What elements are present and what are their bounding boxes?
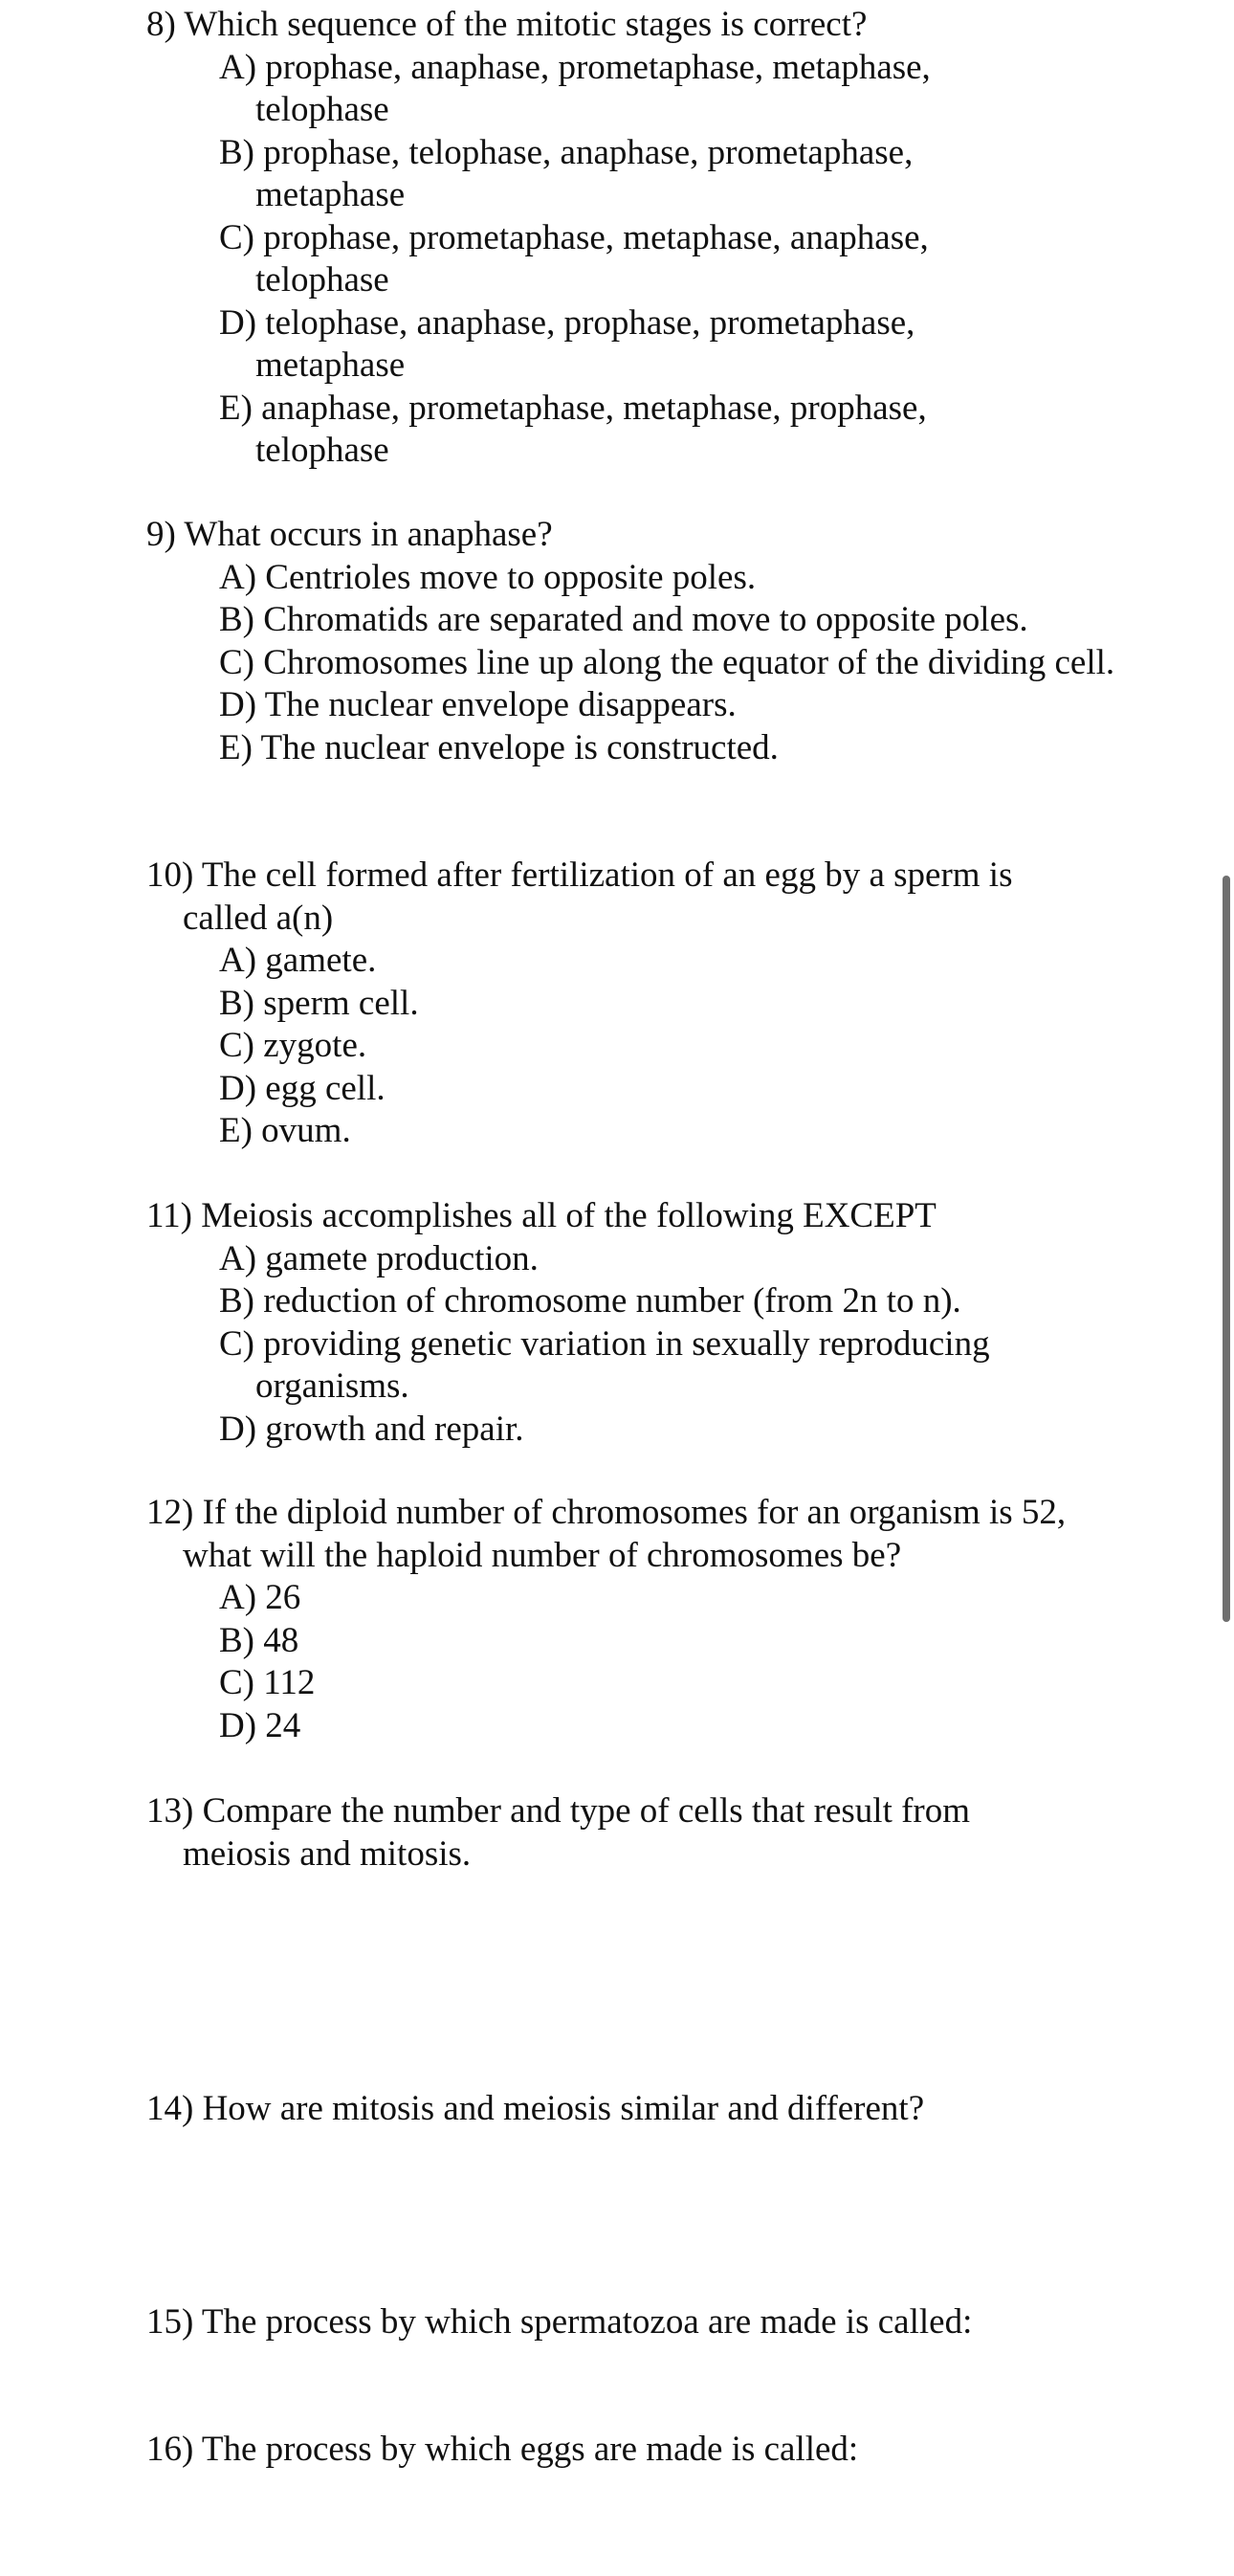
question-stem: 8) Which sequence of the mitotic stages is correct?	[146, 5, 868, 44]
answer-option: B) sperm cell.	[219, 983, 419, 1023]
answer-option: D) 24	[219, 1705, 301, 1745]
answer-options	[146, 557, 1115, 770]
answer-option: A) Centrioles move to opposite poles.	[219, 557, 757, 597]
question-9	[146, 514, 1115, 769]
question-16	[146, 2429, 1103, 2472]
answer-option: B) prophase, telophase, anaphase, prometaphase, metaphase	[219, 132, 914, 214]
answer-option: E) anaphase, prometaphase, metaphase, prophase, telophase	[219, 388, 927, 470]
answer-option: A) gamete production.	[219, 1238, 539, 1278]
answer-option: B) Chromatids are separated and move to opposite poles.	[219, 600, 1028, 639]
question-stem: 16) The process by which eggs are made is called:	[146, 2430, 859, 2469]
question-stem: 13) Compare the number and type of cells that result from meiosis and mitosis.	[146, 1791, 971, 1874]
answer-option: A) 26	[219, 1578, 301, 1617]
answer-option: B) reduction of chromosome number (from 2n to n).	[219, 1281, 961, 1321]
answer-option: B) 48	[219, 1620, 299, 1660]
question-stem: 9) What occurs in anaphase?	[146, 515, 553, 554]
answer-options	[146, 940, 1103, 1153]
question-13	[146, 1790, 1103, 1876]
answer-option: D) egg cell.	[219, 1068, 386, 1108]
answer-options	[146, 47, 1103, 473]
answer-option: A) gamete.	[219, 941, 377, 980]
question-14	[146, 2088, 1103, 2131]
answer-options	[146, 1577, 1103, 1747]
answer-option: C) prophase, prometaphase, metaphase, anaphase, telophase	[219, 217, 929, 300]
answer-option: D) telophase, anaphase, prophase, prometaphase, metaphase	[219, 302, 915, 385]
answer-options	[146, 1238, 1103, 1452]
question-stem: 15) The process by which spermatozoa are made is called:	[146, 2302, 973, 2342]
answer-option: D) growth and repair.	[219, 1409, 524, 1449]
answer-option: E) The nuclear envelope is constructed.	[219, 727, 779, 767]
question-8	[146, 4, 1103, 473]
answer-option: C) Chromosomes line up along the equator of the dividing cell.	[219, 642, 1115, 682]
question-10	[146, 855, 1103, 1153]
answer-option: D) The nuclear envelope disappears.	[219, 685, 737, 724]
answer-option: C) providing genetic variation in sexually reproducing organisms.	[219, 1323, 990, 1406]
question-11	[146, 1195, 1103, 1451]
answer-option: E) ovum.	[219, 1111, 351, 1150]
question-12	[146, 1492, 1103, 1747]
question-stem: 12) If the diploid number of chromosomes for an organism is 52, what will the haploid number of chromosomes be?	[146, 1493, 1067, 1575]
question-stem: 11) Meiosis accomplishes all of the following EXCEPT	[146, 1196, 937, 1235]
vertical-scrollbar[interactable]	[1223, 876, 1230, 1622]
question-stem: 10) The cell formed after fertilization of an egg by a sperm is called a(n)	[146, 855, 1013, 938]
answer-option: C) 112	[219, 1663, 316, 1702]
answer-option: C) zygote.	[219, 1026, 367, 1065]
question-stem: 14) How are mitosis and meiosis similar and different?	[146, 2089, 925, 2128]
answer-option: A) prophase, anaphase, prometaphase, metaphase, telophase	[219, 47, 931, 129]
question-15	[146, 2301, 1103, 2344]
